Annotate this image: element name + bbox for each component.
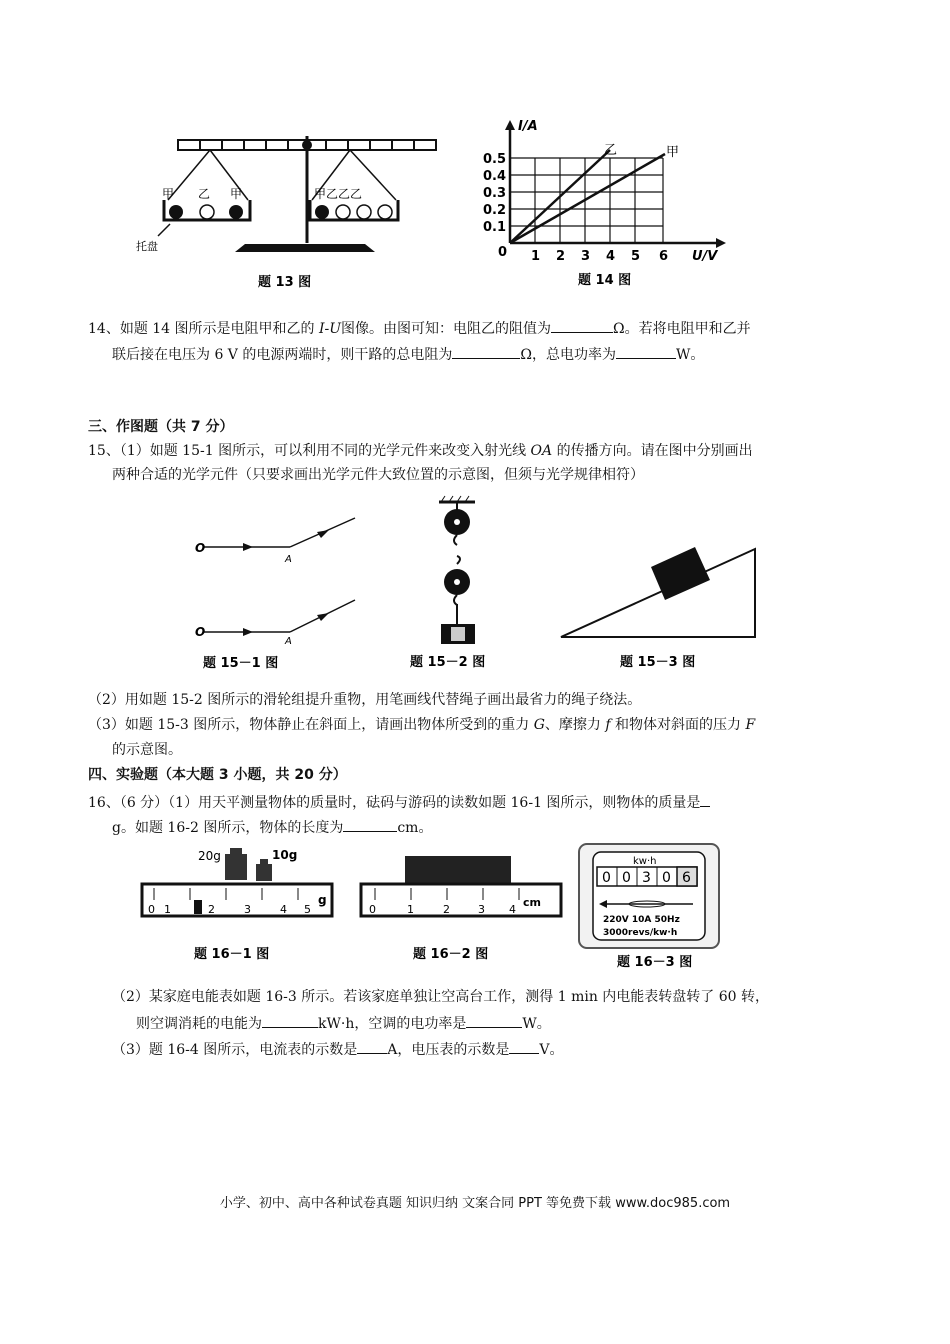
figure-14-iu-graph (478, 118, 768, 296)
section-4-heading: 四、实验题（本大题 3 小题，共 20 分） (88, 767, 347, 783)
fig16-1-ruler-label: 5 (304, 903, 311, 916)
fig14-x-label: U/V (692, 249, 718, 264)
figure-13-balance (136, 128, 450, 293)
fig16-1-ruler-label: 1 (164, 903, 171, 916)
q15-line-1 (88, 442, 753, 460)
fig16-2-ruler-label: 1 (407, 903, 414, 916)
fig16-2-ruler-label: cm (523, 896, 541, 909)
q15-F: F (745, 717, 756, 733)
q16-part-3 (112, 1039, 564, 1059)
fig16-1-ruler-label: 4 (280, 903, 287, 916)
figure-16-3-energy-meter (575, 842, 725, 970)
fig14-origin: 0 (498, 245, 508, 260)
q14-blank-resistance[interactable] (551, 318, 613, 333)
fig14-y-tick: 0.3 (483, 186, 507, 201)
q16-blank-ac-power[interactable] (466, 1013, 522, 1028)
fig16-1-ruler-label: 0 (148, 903, 155, 916)
fig15-1-label-a: A (285, 636, 292, 647)
q14-iu: I-U (318, 321, 342, 337)
q16-text: V。 (539, 1042, 564, 1058)
q15-line-2: 两种合适的光学元件（只要求画出光学元件大致位置的示意图，但须与光学规律相符） (112, 467, 644, 483)
fig15-1-label-o: O (195, 541, 206, 555)
q16-blank-energy[interactable] (262, 1013, 318, 1028)
fig13-caption: 题 13 图 (258, 275, 312, 290)
q16-text: kW·h，空调的电功率是 (318, 1016, 467, 1032)
fig14-series-yi: 乙 (604, 143, 618, 158)
fig16-3-spec-1: 220V 10A 50Hz (603, 915, 680, 925)
q14-text: 14、如题 14 图所示是电阻甲和乙的 (88, 321, 319, 337)
q15-text: 15、（1）如题 15-1 图所示，可以利用不同的光学元件来改变入射光线 (88, 443, 531, 459)
page-footer: 小学、初中、高中各种试卷真题 知识归纳 文案合同 PPT 等免费下载 www.doc985.com (219, 1196, 731, 1211)
fig14-caption: 题 14 图 (578, 273, 632, 288)
q14-text: 联后接在电压为 6 V 的电源两端时，则干路的总电阻为 (112, 347, 453, 363)
q14-line-1 (88, 318, 751, 338)
q14-text: Ω，总电功率为 (520, 347, 616, 363)
fig16-3-digit: 6 (682, 870, 691, 886)
q15-text: 和物体对斜面的压力 (610, 717, 746, 733)
fig13-right-labels: 甲乙乙乙 (314, 187, 363, 201)
figure-15-2-pulleys (405, 492, 535, 670)
fig16-1-ruler-label: 3 (244, 903, 251, 916)
q15-text: 的传播方向。请在图中分别画出 (552, 443, 753, 459)
fig16-3-digit: 0 (662, 870, 671, 886)
fig15-3-caption: 题 15－3 图 (620, 655, 696, 670)
fig16-3-caption: 题 16－3 图 (617, 955, 693, 970)
figure-15-1-light-rays (195, 510, 375, 670)
q15-text: （3）如题 15-3 图所示，物体静止在斜面上，请画出物体所受到的重力 (88, 717, 534, 733)
fig16-2-caption: 题 16－2 图 (413, 947, 489, 962)
fig14-y-tick: 0.1 (483, 220, 507, 235)
fig14-x-tick: 6 (659, 249, 669, 264)
q16-text: 则空调消耗的电能为 (136, 1016, 262, 1032)
fig16-1-ruler-label: g (318, 893, 327, 907)
q14-text: W。 (675, 347, 705, 363)
fig14-y-tick: 0.5 (483, 152, 507, 167)
fig16-2-ruler-label: 3 (478, 903, 485, 916)
q16-text: g。如题 16-2 图所示，物体的长度为 (112, 820, 344, 836)
q14-blank-total-resistance[interactable] (452, 344, 520, 359)
fig16-1-caption: 题 16－1 图 (194, 947, 270, 962)
fig14-x-tick: 2 (556, 249, 566, 264)
fig14-y-tick: 0.4 (483, 169, 507, 184)
fig16-1-ruler-label: 2 (208, 903, 215, 916)
fig16-3-unit: kw·h (633, 856, 657, 867)
fig15-1-caption: 题 15－1 图 (203, 656, 279, 671)
fig16-3-spec-2: 3000revs/kw·h (603, 928, 678, 938)
q16-text: （3）题 16-4 图所示，电流表的示数是 (112, 1042, 358, 1058)
fig14-x-tick: 3 (581, 249, 591, 264)
q16-line-2 (112, 817, 432, 837)
figure-15-3-incline (555, 525, 765, 671)
fig16-2-ruler-label: 2 (443, 903, 450, 916)
q16-part-2-line-1: （2）某家庭电能表如题 16-3 所示。若该家庭单独让空高台工作，测得 1 min 内电能表转盘转了 60 转， (112, 989, 769, 1005)
fig15-1-label-o: O (195, 625, 206, 639)
figure-16-2-ruler (357, 842, 567, 967)
q16-text: W。 (522, 1016, 551, 1032)
fig14-y-tick: 0.2 (483, 203, 507, 218)
q16-part-2-line-2 (136, 1013, 551, 1033)
fig16-3-digit: 3 (642, 870, 651, 886)
fig14-x-tick: 5 (631, 249, 641, 264)
q15-part-3 (88, 716, 755, 734)
q16-text: 16、（6 分）（1）用天平测量物体的质量时，砝码与游码的读数如题 16-1 图所示，则物体的质量是 (88, 795, 701, 811)
fig13-left-label-2: 乙 (198, 187, 211, 201)
fig13-tray-label: 托盘 (136, 240, 158, 253)
fig14-x-tick: 4 (606, 249, 616, 264)
q16-text: cm。 (397, 820, 433, 836)
q14-line-2 (112, 344, 704, 364)
fig13-left-label-1: 甲 (162, 187, 175, 201)
fig14-series-jia: 甲 (666, 145, 680, 160)
q15-part-3-cont: 的示意图。 (112, 742, 182, 758)
fig15-2-caption: 题 15－2 图 (410, 655, 486, 670)
q16-blank-mass[interactable] (700, 792, 710, 807)
fig16-1-mass-20g: 20g (198, 849, 221, 863)
q15-f: f (605, 717, 611, 733)
fig13-left-label-3: 甲 (230, 187, 243, 201)
q14-text: 图像。由图可知：电阻乙的阻值为 (341, 321, 552, 337)
fig16-3-digit: 0 (622, 870, 631, 886)
q14-blank-power[interactable] (616, 344, 676, 359)
fig15-1-label-a: A (285, 554, 292, 565)
q16-line-1 (88, 792, 710, 812)
q16-blank-voltage[interactable] (509, 1039, 539, 1054)
fig16-1-mass-10g: 10g (272, 848, 298, 862)
fig16-2-ruler-label: 0 (369, 903, 376, 916)
fig16-3-digit: 0 (602, 870, 611, 886)
q14-text: Ω。若将电阻甲和乙并 (613, 321, 751, 337)
q15-oa: OA (530, 443, 553, 459)
q16-text: A，电压表的示数是 (387, 1042, 510, 1058)
fig14-y-label: I/A (518, 119, 538, 134)
q16-blank-length[interactable] (343, 817, 397, 832)
figure-16-1-balance-reading (140, 842, 340, 967)
q15-part-2: （2）用如题 15-2 图所示的滑轮组提升重物，用笔画线代替绳子画出最省力的绳子绕法。 (88, 692, 642, 708)
fig14-x-tick: 1 (531, 249, 541, 264)
q16-blank-current[interactable] (357, 1039, 387, 1054)
q15-text: 、摩擦力 (544, 717, 606, 733)
section-3-heading: 三、作图题（共 7 分） (88, 419, 234, 435)
fig16-2-ruler-label: 4 (509, 903, 516, 916)
q15-g: G (533, 717, 545, 733)
